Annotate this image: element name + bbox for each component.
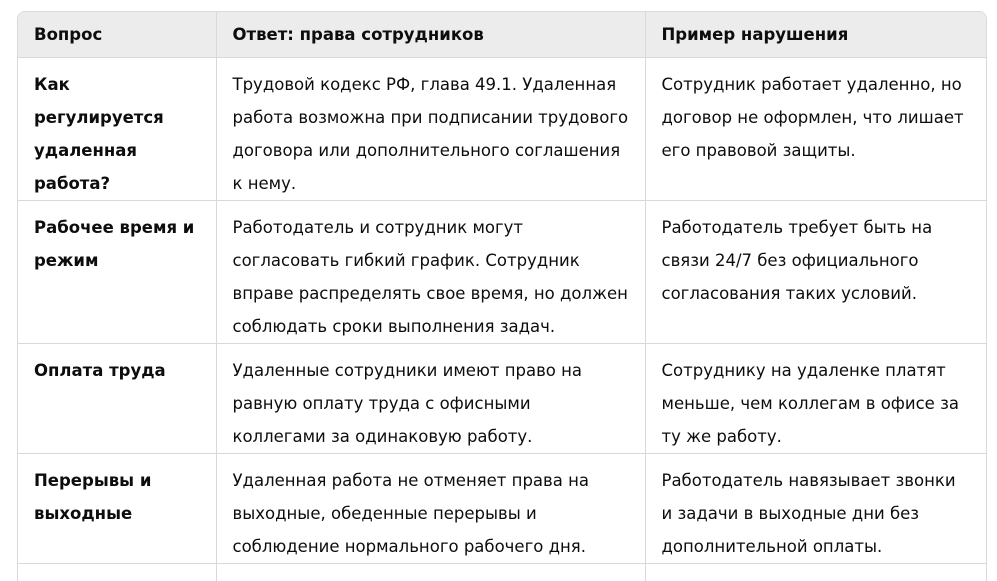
answer-cell: Удаленная работа не отменяет права на выходные, обеденные перерывы и соблюдение нормального рабочего дня. [216, 453, 645, 563]
question-cell: Рабочее время и режим [18, 200, 216, 343]
table-row [18, 200, 986, 343]
header-row [18, 12, 986, 57]
question-cell: Оплата труда [18, 343, 216, 453]
question-cell: Как регулируется удаленная работа? [18, 57, 216, 200]
violation-cell: Работодатель требует быть на связи 24/7 без официального согласования таких условий. [645, 200, 986, 343]
violation-cell: Сотрудник работает удаленно, но договор не оформлен, что лишает его правовой защиты. [645, 57, 986, 200]
table-row-partial [18, 563, 986, 581]
table-row [18, 57, 986, 200]
table-row [18, 453, 986, 563]
answer-cell: Удаленные сотрудники имеют право на равную оплату труда с офисными коллегами за одинаковую работу. [216, 343, 645, 453]
rights-table-container [17, 11, 987, 581]
column-header-question: Вопрос [18, 12, 216, 57]
column-header-violation: Пример нарушения [645, 12, 986, 57]
answer-cell: Трудовой кодекс РФ, глава 49.1. Удаленная работа возможна при подписании трудового договора или дополнительного соглашения к нему. [216, 57, 645, 200]
violation-cell: Работодатель навязывает звонки и задачи в выходные дни без дополнительной оплаты. [645, 453, 986, 563]
empty-cell [645, 563, 986, 581]
table-header [18, 12, 986, 57]
empty-cell [18, 563, 216, 581]
violation-cell: Сотруднику на удаленке платят меньше, чем коллегам в офисе за ту же работу. [645, 343, 986, 453]
rights-table [18, 12, 986, 581]
answer-cell: Работодатель и сотрудник могут согласовать гибкий график. Сотрудник вправе распределять свое время, но должен соблюдать сроки выполнения задач. [216, 200, 645, 343]
table-body [18, 57, 986, 581]
table-row [18, 343, 986, 453]
column-header-answer: Ответ: права сотрудников [216, 12, 645, 57]
empty-cell [216, 563, 645, 581]
question-cell: Перерывы и выходные [18, 453, 216, 563]
